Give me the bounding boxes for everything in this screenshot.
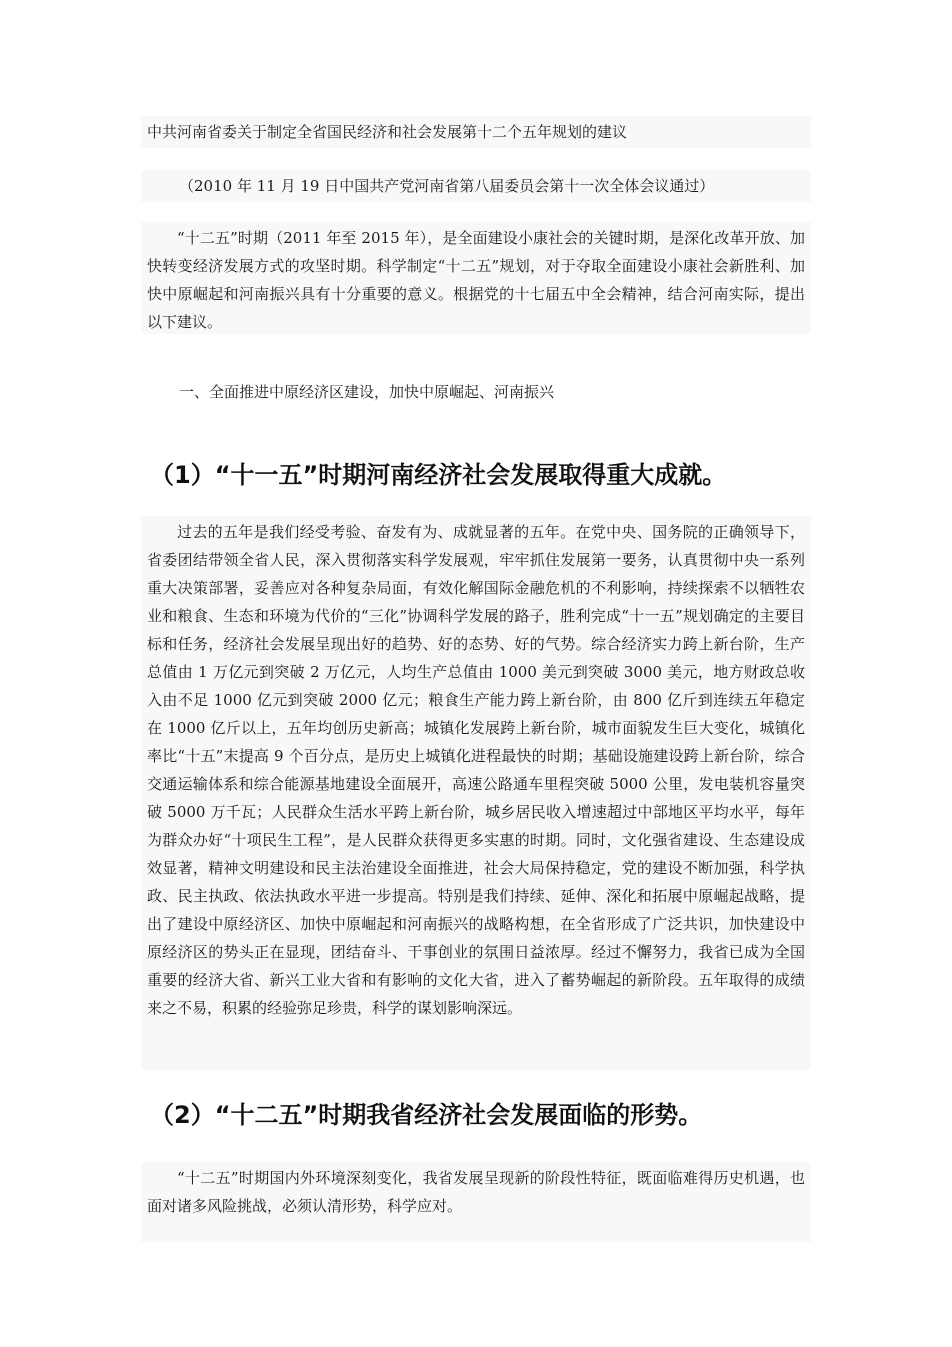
- document-subtitle: （2010 年 11 月 19 日中国共产党河南省第八届委员会第十一次全体会议通过）: [179, 177, 715, 195]
- paragraph-two-block: [141, 1162, 811, 1242]
- section-one-title: 一、全面推进中原经济区建设，加快中原崛起、河南振兴: [179, 383, 555, 401]
- subtitle-block: [141, 170, 811, 202]
- document-title: 中共河南省委关于制定全省国民经济和社会发展第十二个五年规划的建议: [147, 123, 628, 141]
- paragraph-one: 过去的五年是我们经受考验、奋发有为、成就显著的五年。在党中央、国务院的正确领导下，省委团结带领全省人民，深入贯彻落实科学发展观，牢牢抓住发展第一要务，认真贯彻中央一系列重大决策部署，妥善应对各种复杂局面，有效化解国际金融危机的不利影响，持续探索不以牺牲农业和粮食、生态和环境为代价的“三化”协调科学发展的路子，胜利完成“十一五”规划确定的主要目标和任务，经济社会发展呈现出好的趋势、好的态势、好的气势。综合经济实力跨上新台阶，生产总值由 1 万亿元到突破 2 万亿元，人均生产总值由 1000 美元到突破 3000 美元，地方财政总收入由不足 1000 亿元到突破 2000 亿元；粮食生产能力跨上新台阶，由 800 亿斤到连续五年稳定在 1000 亿斤以上，五年均创历史新高；城镇化发展跨上新台阶，城市面貌发生巨大变化，城镇化率比“十五”末提高 9 个百分点，是历史上城镇化进程最快的时期；基础设施建设跨上新台阶，综合交通运输体系和综合能源基地建设全面展开，高速公路通车里程突破 5000 公里，发电装机容量突破 5000 万千瓦；人民群众生活水平跨上新台阶，城乡居民收入增速超过中部地区平均水平，每年为群众办好“十项民生工程”，是人民群众获得更多实惠的时期。同时，文化强省建设、生态建设成效显著，精神文明建设和民主法治建设全面推进，社会大局保持稳定，党的建设不断加强，科学执政、民主执政、依法执政水平进一步提高。特别是我们持续、延伸、深化和拓展中原崛起战略，提出了建设中原经济区、加快中原崛起和河南振兴的战略构想，在全省形成了广泛共识，加快建设中原经济区的势头正在显现，团结奋斗、干事创业的氛围日益浓厚。经过不懈努力，我省已成为全国重要的经济大省、新兴工业大省和有影响的文化大省，进入了蓄势崛起的新阶段。五年取得的成绩来之不易，积累的经验弥足珍贵，科学的谋划影响深远。: [147, 523, 805, 1017]
- intro-block: [141, 222, 811, 334]
- intro-paragraph: “十二五”时期（2011 年至 2015 年），是全面建设小康社会的关键时期，是深化改革开放、加快转变经济发展方式的攻坚时期。科学制定“十二五”规划，对于夺取全面建设小康社会新胜利、加快中原崛起和河南振兴具有十分重要的意义。根据党的十七届五中全会精神，结合河南实际，提出以下建议。: [147, 229, 805, 331]
- paragraph-two: “十二五”时期国内外环境深刻变化，我省发展呈现新的阶段性特征，既面临难得历史机遇，也面对诸多风险挑战，必须认清形势，科学应对。: [147, 1169, 805, 1215]
- paragraph-one-block: [141, 516, 811, 1070]
- heading-one: （1）“十一五”时期河南经济社会发展取得重大成就。: [150, 461, 727, 489]
- title-block: [141, 116, 811, 148]
- heading-two: （2）“十二五”时期我省经济社会发展面临的形势。: [150, 1101, 703, 1129]
- section-one-block: [141, 376, 811, 408]
